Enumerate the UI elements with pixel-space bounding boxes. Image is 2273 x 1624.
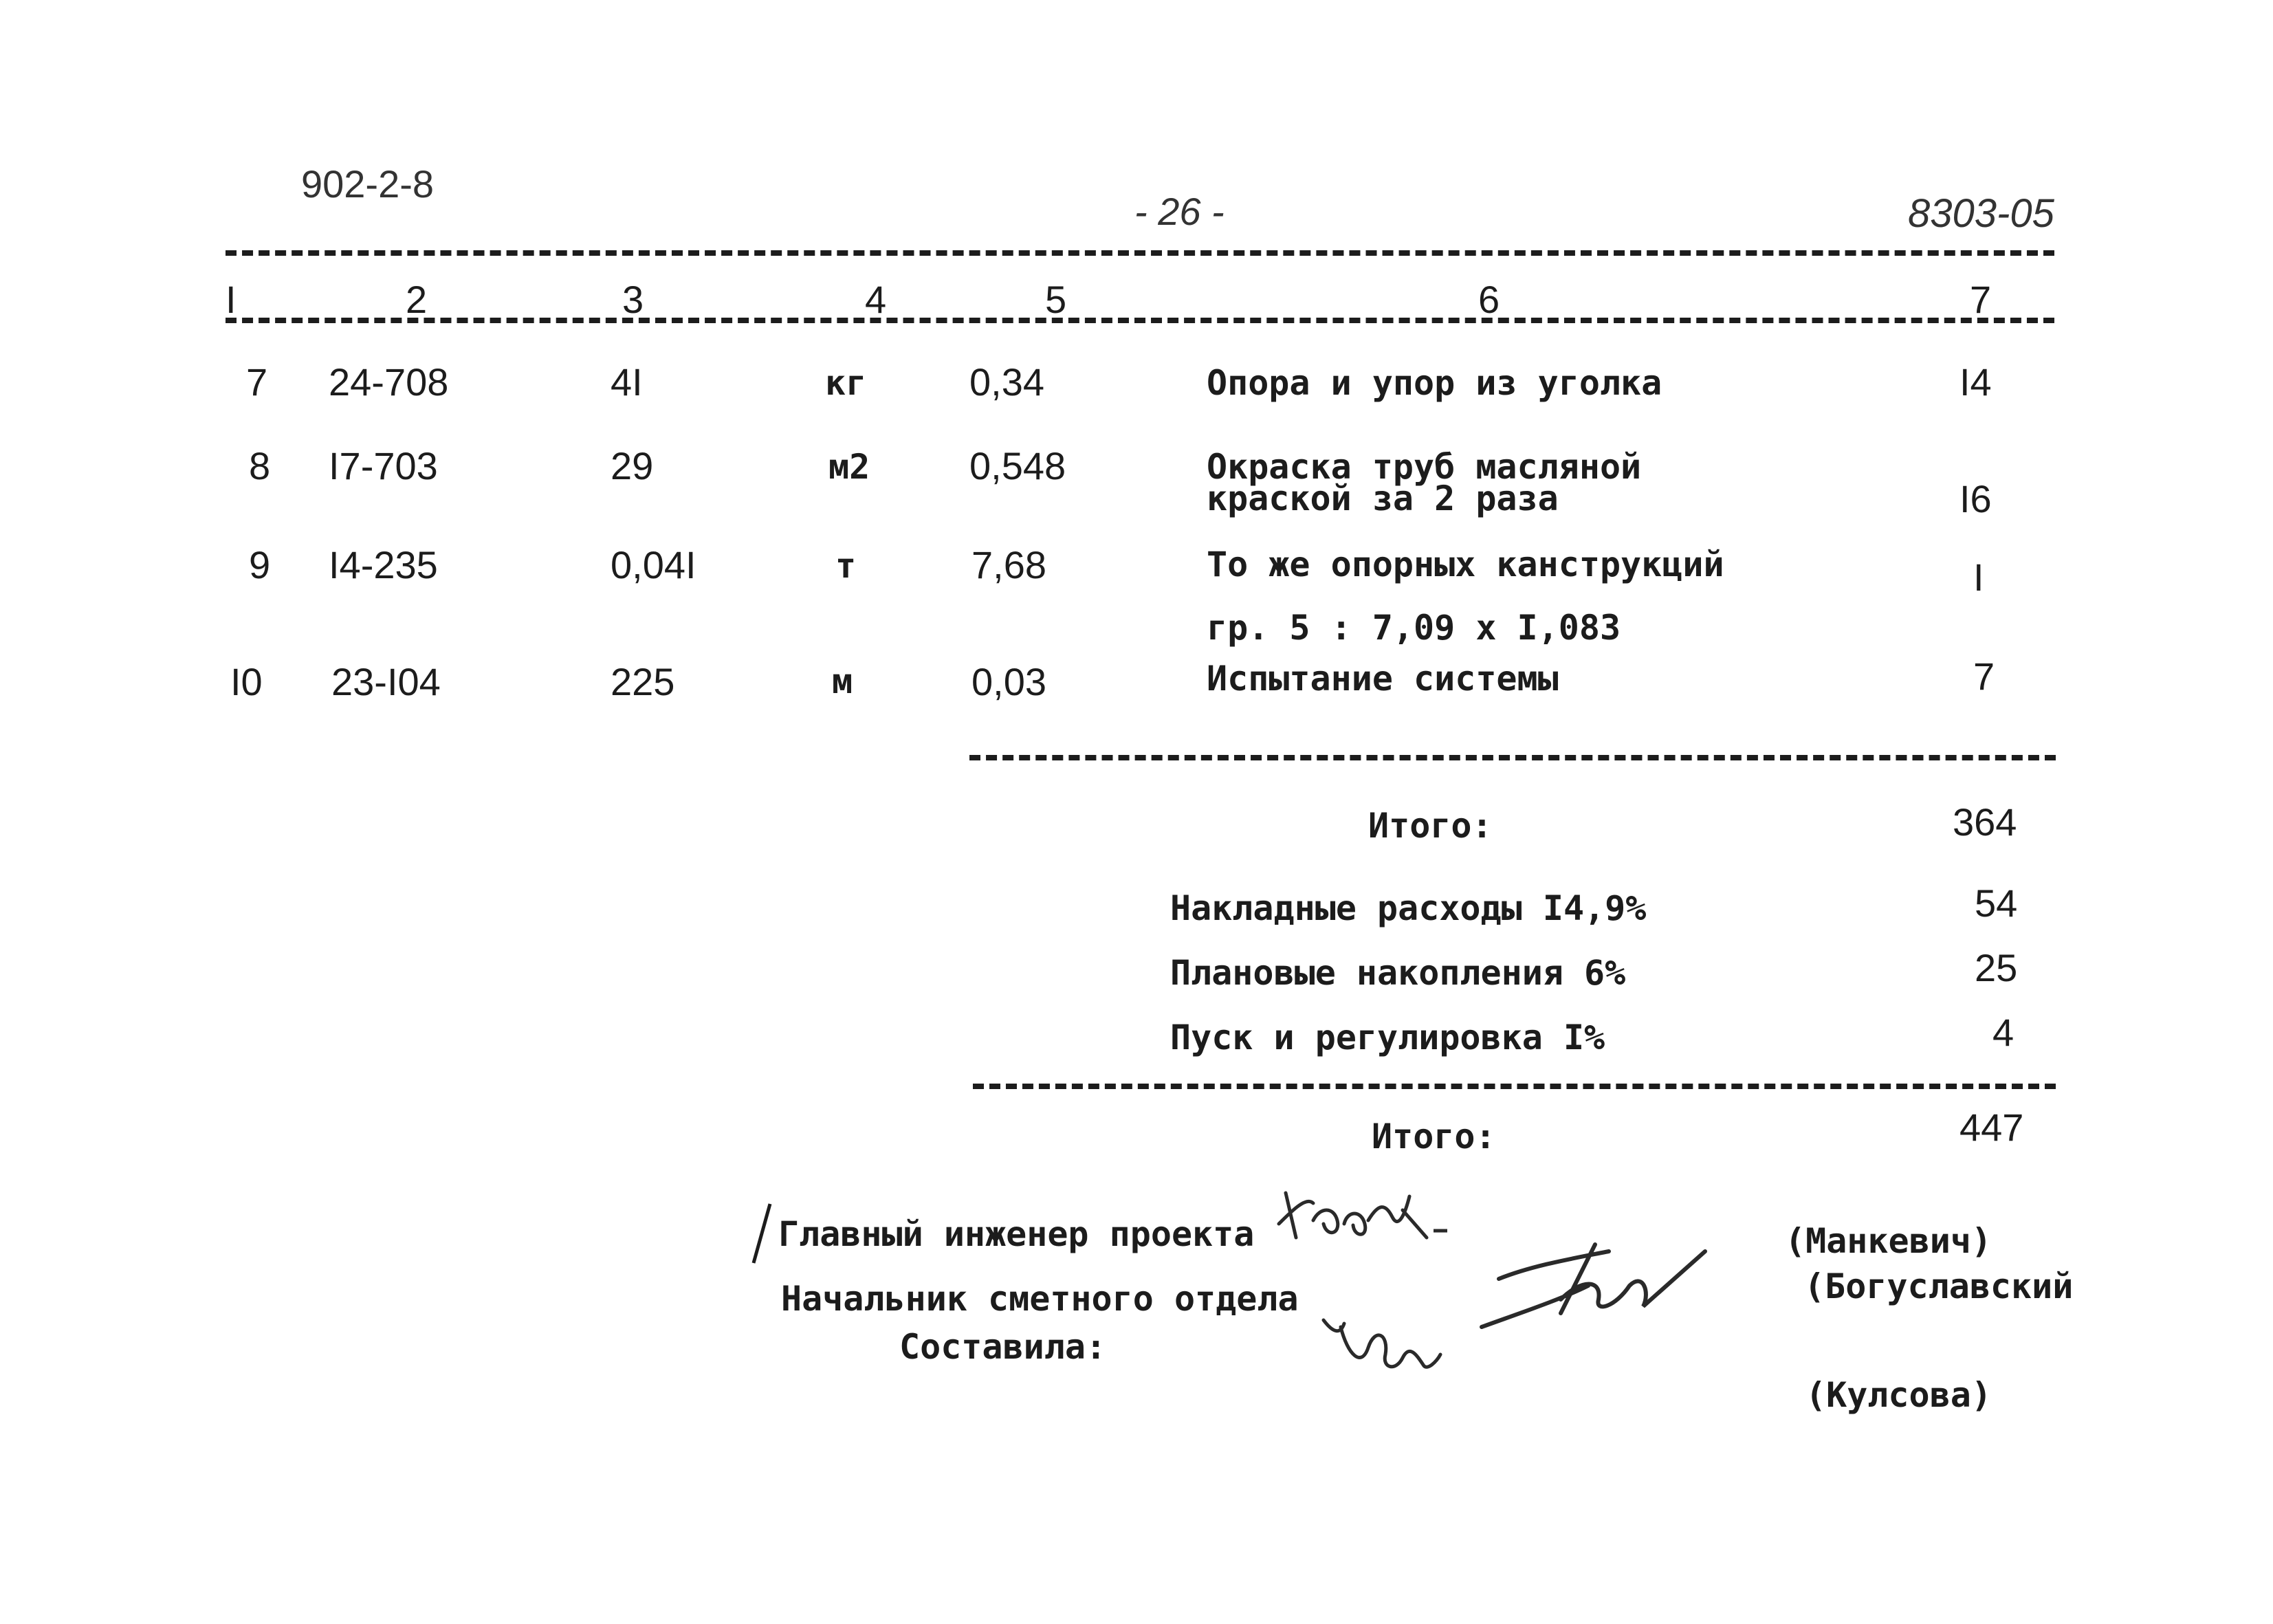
compiler-signature [1320, 1306, 1444, 1382]
top-rule [226, 250, 2054, 256]
row-code: I7-703 [329, 444, 438, 487]
column-number-2: 2 [406, 278, 428, 321]
estimate-head-name: (Богуславский [1804, 1266, 2074, 1306]
total-rule [973, 1084, 2056, 1089]
column-number-7: 7 [1970, 278, 1992, 321]
startup-value: 4 [1992, 1011, 2014, 1054]
row-total: 7 [1973, 655, 1995, 698]
savings-value: 25 [1975, 946, 2018, 989]
savings-label: Плановые накопления 6% [1170, 953, 1626, 993]
row-qty: 0,04I [611, 543, 696, 586]
row-qty: 4I [611, 360, 643, 404]
row-code: 23-I04 [331, 660, 441, 703]
row-desc-line-1: Окраска труб масляной [1207, 447, 1642, 487]
bracket-mark [749, 1200, 777, 1269]
total-value: 447 [1959, 1106, 2024, 1149]
row-price: 7,68 [971, 543, 1046, 586]
row-price: 0,548 [969, 444, 1066, 487]
column-header-rule [226, 318, 2054, 323]
row-desc: Опора и упор из уголка [1207, 363, 1662, 403]
row-qty: 29 [611, 444, 654, 487]
column-number-1: I [226, 278, 237, 321]
compiler-name: (Кулсова) [1805, 1375, 1992, 1415]
total-label: Итого: [1372, 1117, 1496, 1156]
row-desc-line-1: То же опорных канструкций [1207, 545, 1724, 584]
column-number-5: 5 [1045, 278, 1067, 321]
compiler-label: Составила: [899, 1327, 1107, 1367]
row-code: 24-708 [329, 360, 449, 404]
column-number-3: 3 [622, 278, 644, 321]
row-desc-line-2: гр. 5 : 7,09 x I,083 [1207, 608, 1621, 648]
chief-engineer-signature [1265, 1183, 1444, 1258]
chief-engineer-label: Главный инженер проекта [778, 1214, 1255, 1254]
chief-engineer-name: (Манкевич) [1785, 1221, 1992, 1261]
row-price: 0,34 [969, 360, 1044, 404]
subtotal-rule [969, 755, 2056, 760]
row-price: 0,03 [971, 660, 1046, 703]
row-number: 8 [249, 444, 271, 487]
row-desc: Испытание системы [1207, 659, 1559, 699]
subtotal-label: Итого: [1368, 806, 1493, 846]
row-code: I4-235 [329, 543, 438, 586]
row-number: 9 [249, 543, 271, 586]
doc-code: 902-2-8 [301, 162, 435, 206]
row-total: I [1973, 556, 1984, 599]
subtotal-value: 364 [1953, 800, 2017, 844]
column-number-6: 6 [1478, 278, 1500, 321]
row-number: I0 [230, 660, 263, 703]
estimate-head-label: Начальник сметного отдела [781, 1279, 1299, 1319]
overhead-value: 54 [1975, 881, 2018, 925]
row-unit: м [832, 661, 853, 701]
row-qty: 225 [611, 660, 675, 703]
sheet-code: 8303-05 [1908, 191, 2054, 236]
overhead-label: Накладные расходы I4,9% [1170, 888, 1647, 928]
row-unit: т [835, 546, 857, 586]
column-number-4: 4 [865, 278, 887, 321]
row-unit: кг [825, 363, 867, 403]
estimate-head-signature [1478, 1238, 1712, 1334]
row-total: I6 [1959, 477, 1992, 520]
startup-label: Пуск и регулировка I% [1170, 1018, 1605, 1057]
row-total: I4 [1959, 360, 1992, 404]
page-number: - 26 - [1134, 190, 1225, 233]
row-desc-line-2: краской за 2 раза [1207, 479, 1559, 518]
row-number: 7 [246, 360, 268, 404]
row-unit: м2 [828, 447, 870, 487]
